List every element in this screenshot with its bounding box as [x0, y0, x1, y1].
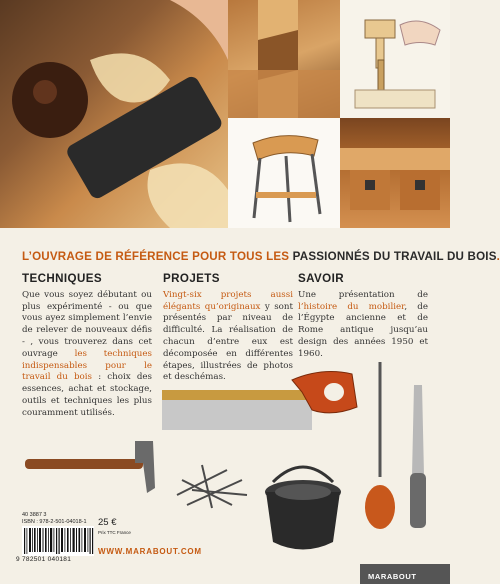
- column-techniques: TECHNIQUES Que vous soyez débutant ou plus expérimenté - ou que vous ayez simplement l’envie de relever de nouveaux défis - , vous trouverez dans cet ouvrage les techniques indispensables pour le travail du bois : choix des essences, achat et stockage, outils et techniques les plus couramment utilisés.: [22, 272, 152, 418]
- website-link[interactable]: WWW.MARABOUT.COM: [98, 547, 202, 556]
- publisher-logo: MARABOUT: [368, 572, 417, 581]
- awl-image: [360, 362, 400, 530]
- column-heading: PROJETS: [163, 272, 220, 285]
- column-heading: TECHNIQUES: [22, 272, 103, 285]
- product-code: 40 3887 3: [22, 512, 47, 518]
- column-savoir: SAVOIR Une présentation de l’histoire du mobilier, de l’Égypte ancienne et de Rome antique jusqu’au design des années 1950 et 1960.: [298, 272, 428, 359]
- workbench-vise-photo: [340, 118, 450, 228]
- nails-image: [172, 460, 252, 510]
- glue-pot-image: [258, 462, 348, 557]
- barcode: [22, 526, 94, 556]
- hand-plane-photo: [0, 0, 228, 228]
- highlight-text: l’histoire du mobilier: [298, 301, 405, 312]
- isbn: ISBN : 978-2-501-04018-1: [22, 519, 87, 525]
- claw-hammer-image: [25, 433, 160, 493]
- price: 25 €: [98, 517, 117, 528]
- mallet-chisel-sketch: [340, 0, 450, 118]
- dovetail-joint-photo: [228, 0, 340, 118]
- barcode-number: 9 782501 040181: [16, 556, 72, 563]
- highlight-text: les techniques indispensables pour le travail du bois: [22, 348, 152, 383]
- tenon-saw-image: [162, 362, 362, 432]
- coping-saw-image: [406, 385, 430, 533]
- column-projets: PROJETS Vingt-six projets aussi élégants qu’originaux y sont présentés par niveau de difficulté. La réalisation de chacun d’entre eux est décomposée en différentes étapes, illustrées de photos et deschémas.: [163, 272, 293, 383]
- wooden-stool-photo: [228, 118, 340, 228]
- tagline: L’OUVRAGE DE RÉFÉRENCE POUR TOUS LES PASSIONNÉS DU TRAVAIL DU BOIS.: [22, 250, 500, 263]
- highlight-text: Vingt-six projets aussi élégants qu’originaux: [163, 289, 293, 312]
- column-heading: SAVOIR: [298, 272, 344, 285]
- price-note: Prix TTC France: [98, 530, 131, 535]
